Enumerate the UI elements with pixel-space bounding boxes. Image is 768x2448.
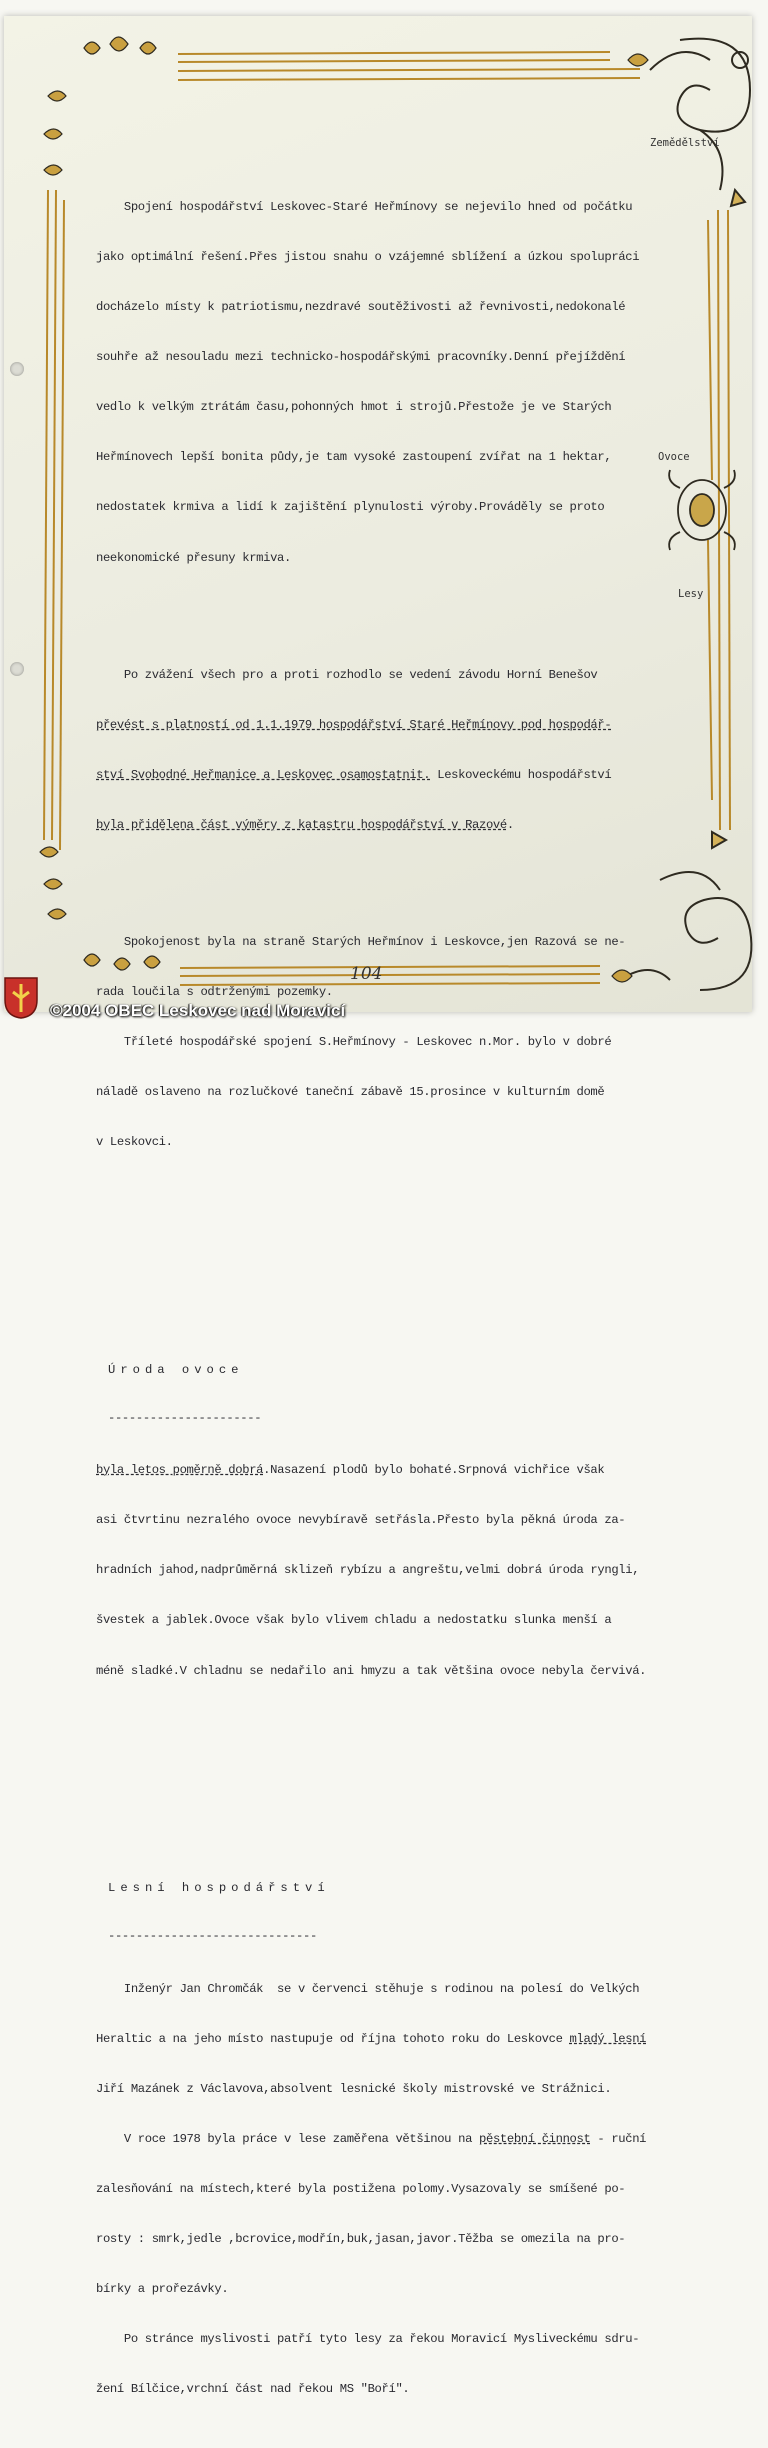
- text-line: švestek a jablek.Ovoce však bylo vlivem chladu a nedostatku slunka menší a: [96, 1613, 612, 1628]
- text-segment: Leskoveckému hospodářství: [430, 767, 612, 782]
- underlined-text: převést s platností od 1.1.1979 hospodářství Staré Heřmínovy pod hospodář-: [96, 717, 612, 732]
- underlined-text: mladý lesní: [569, 2031, 647, 2046]
- intro-paragraph: [96, 165, 644, 599]
- fruit-section: [96, 1329, 647, 1713]
- text-line: jako optimální řešení.Přes jistou snahu o vzájemné sblížení a úzkou spolupráci: [96, 249, 640, 264]
- page-number: 104: [350, 964, 383, 984]
- text-segment: V roce 1978 byla práce v lese zaměřena většinou na: [96, 2131, 480, 2146]
- text-segment: .: [506, 817, 514, 832]
- text-line: [96, 2131, 647, 2148]
- side-label-agriculture: Zemědělství: [650, 137, 720, 149]
- text-line: rosty : smrk,jedle ,bcrovice,modřín,buk,jasan,javor.Těžba se omezila na pro-: [96, 2232, 626, 2247]
- text-line: méně sladké.V chladnu se nedařilo ani hmyzu a tak většina ovoce nebyla červivá.: [96, 1663, 647, 1678]
- text-line: Po stránce myslivosti patří tyto lesy za řekou Moravicí Mysliveckému sdru-: [96, 2332, 640, 2347]
- text-line: zalesňování na místech,které byla postižena polomy.Vysazovaly se smíšené po-: [96, 2181, 626, 2196]
- text-segment: Heraltic a na jeho místo nastupuje od října tohoto roku do Leskovce: [96, 2031, 570, 2046]
- underlined-text: pěstební činnost: [479, 2131, 591, 2146]
- coat-of-arms-icon: [3, 976, 39, 1020]
- decision-paragraph: [96, 633, 644, 867]
- forest-section: [96, 1847, 647, 2432]
- copyright-footer: ©2004 OBEC Leskovec nad Moravicí: [50, 1001, 346, 1020]
- section-heading: Úroda ovoce: [108, 1362, 244, 1377]
- heading-underline: ------------------------------: [108, 1929, 317, 1944]
- text-line: souhře až nesouladu mezi technicko-hospodářskými pracovníky.Denní přejíždění: [96, 350, 626, 365]
- farewell-paragraph: [96, 900, 644, 1184]
- text-line: Spokojenost byla na straně Starých Heřmínov i Leskovce,jen Razová se ne-: [96, 934, 626, 949]
- text-line: Inženýr Jan Chromčák se v červenci stěhuje s rodinou na polesí do Velkých: [96, 1981, 640, 1996]
- text-line: nedostatek krmiva a lidí k zajištění plynulosti výroby.Prováděly se proto: [96, 500, 605, 515]
- text-line: [96, 717, 644, 734]
- text-line: Heřmínovech lepší bonita půdy,je tam vysoké zastoupení zvířat na 1 hektar,: [96, 450, 612, 465]
- text-line: v Leskovci.: [96, 1135, 173, 1150]
- underlined-text: ství Svobodné Heřmanice a Leskovec osamostatnit.: [96, 767, 431, 782]
- text-segment: .Nasazení plodů bylo bohaté.Srpnová vichřice však: [263, 1463, 605, 1478]
- underlined-text: byla přidělena část výměry z katastru hospodářství v Razové: [96, 817, 507, 832]
- text-line: Tříleté hospodářské spojení S.Heřmínovy - Leskovec n.Mor. bylo v dobré: [96, 1034, 612, 1049]
- scroll-ornament-icon: [669, 470, 735, 550]
- text-line: hradních jahod,nadprůměrná sklizeň rybízu a angreštu,velmi dobrá úroda ryngli,: [96, 1563, 640, 1578]
- text-line: [96, 2031, 647, 2048]
- side-label-fruit: Ovoce: [658, 451, 690, 463]
- text-line: [96, 817, 644, 834]
- text-line: [96, 767, 644, 784]
- section-heading: Lesní hospodářství: [108, 1881, 330, 1896]
- text-line: rada loučila s odtrženými pozemky.: [96, 984, 333, 999]
- text-line: asi čtvrtinu nezralého ovoce nevybíravě setřásla.Přesto byla pěkná úroda za-: [96, 1513, 626, 1528]
- heading-underline: ----------------------: [108, 1411, 262, 1426]
- underlined-text: byla letos poměrně dobrá: [96, 1463, 264, 1478]
- text-line: Jiří Mazánek z Václavova,absolvent lesnické školy mistrovské ve Strážnici.: [96, 2081, 612, 2096]
- text-line: Po zvážení všech pro a proti rozhodlo se vedení závodu Horní Benešov: [96, 667, 598, 682]
- text-line: docházelo místy k patriotismu,nezdravé soutěživosti až řevnivosti,nedokonalé: [96, 300, 626, 315]
- swirl-corner-icon: [650, 39, 750, 206]
- text-line: [96, 1462, 644, 1479]
- side-label-forests: Lesy: [678, 588, 704, 600]
- text-segment: - ruční: [590, 2131, 647, 2146]
- text-line: Spojení hospodářství Leskovec-Staré Heřmínovy se nejevilo hned od počátku: [96, 199, 633, 214]
- text-line: náladě oslaveno na rozlučkové taneční zábavě 15.prosince v kulturním domě: [96, 1085, 605, 1100]
- text-line: žení Bílčice,vrchní část nad řekou MS "Boří".: [96, 2382, 410, 2397]
- text-line: neekonomické přesuny krmiva.: [96, 550, 291, 565]
- text-line: vedlo k velkým ztrátám času,pohonných hmot i strojů.Přestože je ve Starých: [96, 400, 612, 415]
- text-line: bírky a prořezávky.: [96, 2282, 229, 2297]
- document-body: [96, 132, 647, 2448]
